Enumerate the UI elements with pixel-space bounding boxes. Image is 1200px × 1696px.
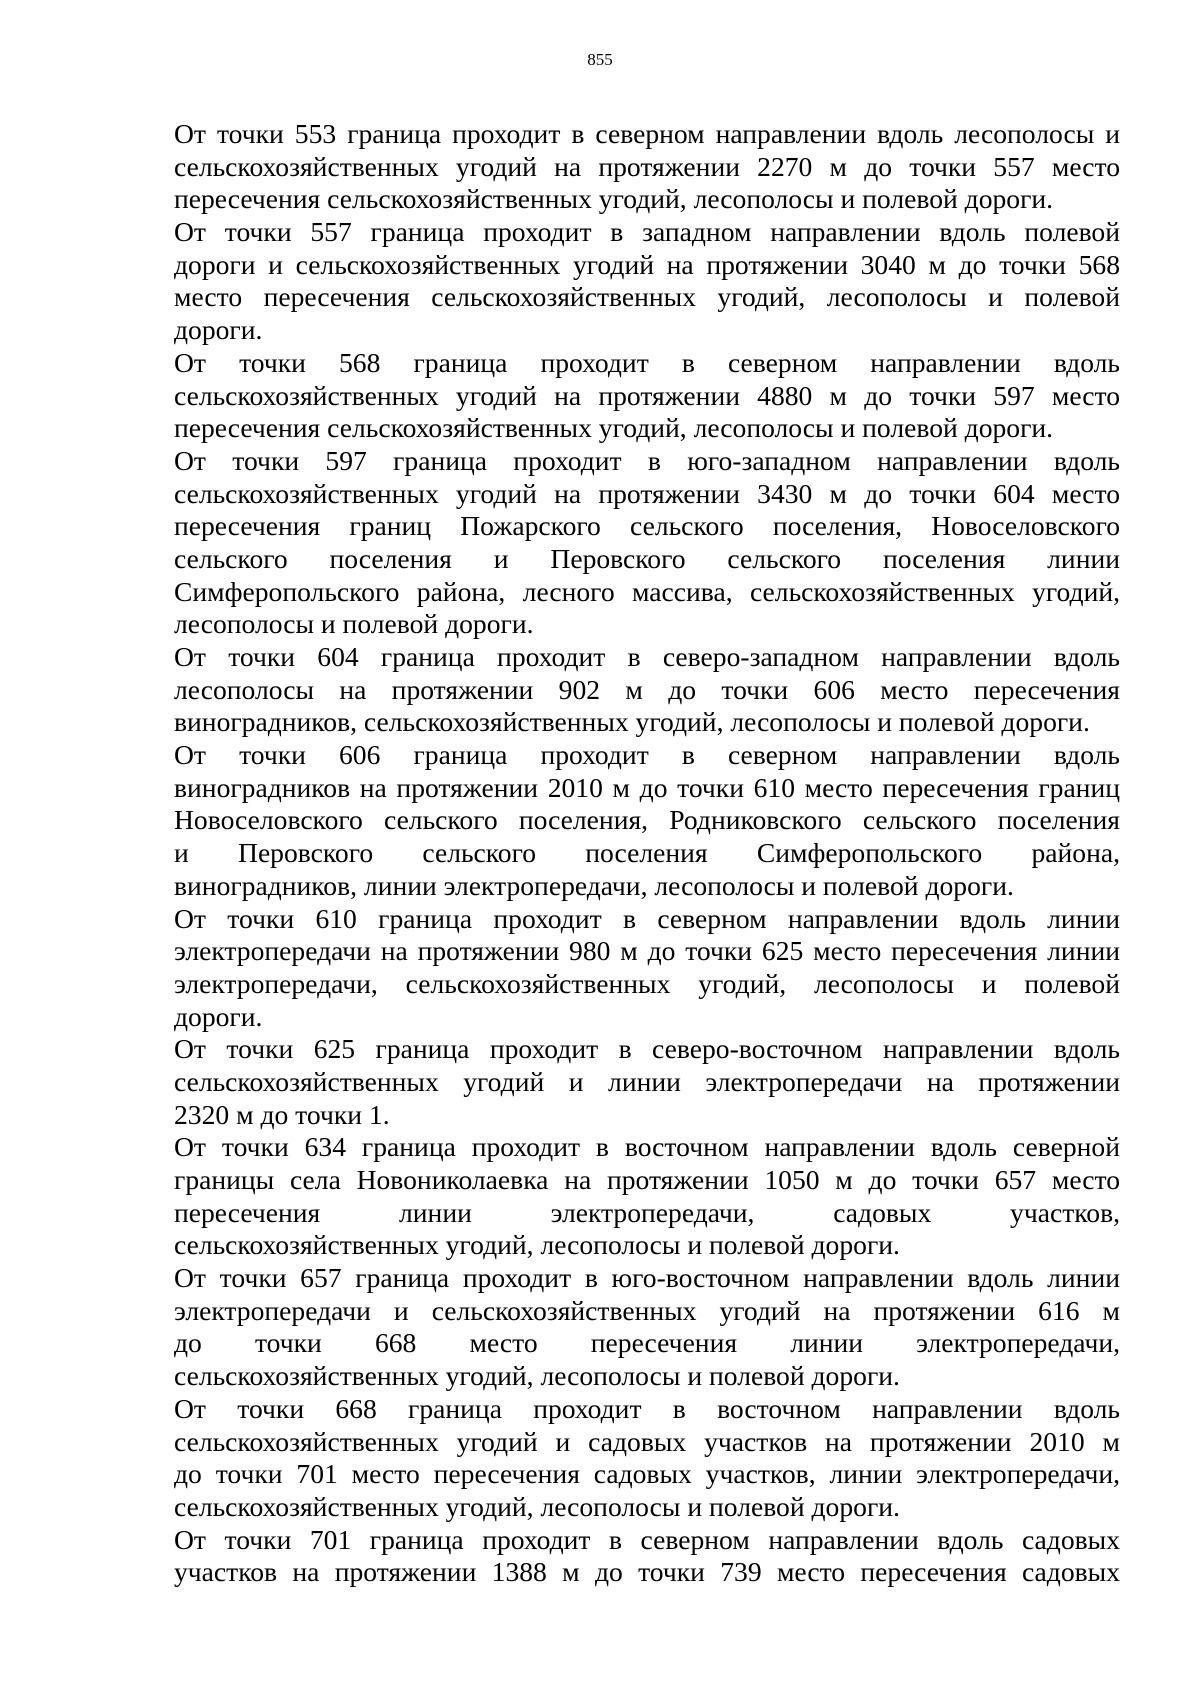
text-line: сельскохозяйственных угодий и садовых участков на протяжении 2010 м	[174, 1425, 1120, 1457]
text-line: сельскохозяйственных угодий, лесополосы и полевой дороги.	[174, 1229, 900, 1261]
paragraph	[174, 347, 1120, 445]
text-line: От точки 610 граница проходит в северном направлении вдоль линии	[174, 902, 1120, 934]
text-line: сельскохозяйственных угодий, лесополосы и полевой дороги.	[174, 1360, 900, 1392]
text-line: участков на протяжении 1388 м до точки 739 место пересечения садовых	[174, 1556, 1120, 1588]
text-line: сельского поселения и Перовского сельского поселения линии	[174, 542, 1120, 574]
text-line: Симферопольского района, лесного массива, сельскохозяйственных угодий,	[174, 575, 1120, 607]
text-line: электропередачи, сельскохозяйственных угодий, лесополосы и полевой	[174, 967, 1120, 999]
text-line: лесополосы на протяжении 902 м до точки 606 место пересечения	[174, 673, 1120, 705]
text-line: 2320 м до точки 1.	[174, 1098, 390, 1130]
paragraph	[174, 1393, 1120, 1524]
text-line: сельскохозяйственных угодий на протяжении 4880 м до точки 597 место	[174, 379, 1120, 411]
text-line: дороги и сельскохозяйственных угодий на протяжении 3040 м до точки 568	[174, 248, 1120, 280]
paragraph	[174, 739, 1120, 902]
text-line: место пересечения сельскохозяйственных угодий, лесополосы и полевой	[174, 281, 1120, 313]
paragraph	[174, 118, 1120, 216]
text-line: От точки 553 граница проходит в северном направлении вдоль лесополосы и	[174, 118, 1120, 149]
text-line: пересечения сельскохозяйственных угодий, лесополосы и полевой дороги.	[174, 412, 1054, 444]
text-line: и Перовского сельского поселения Симферопольского района,	[174, 837, 1120, 869]
text-line: электропередачи на протяжении 980 м до точки 625 место пересечения линии	[174, 935, 1120, 967]
paragraph	[174, 903, 1120, 1034]
text-line: виноградников, линии электропередачи, лесополосы и полевой дороги.	[174, 869, 1014, 901]
text-line: пересечения линии электропередачи, садовых участков,	[174, 1196, 1120, 1228]
text-line: виноградников на протяжении 2010 м до точки 610 место пересечения границ	[174, 771, 1120, 803]
text-line: до точки 701 место пересечения садовых участков, линии электропередачи,	[174, 1458, 1120, 1490]
text-line: сельскохозяйственных угодий и линии электропередачи на протяжении	[174, 1065, 1120, 1097]
paragraph	[174, 216, 1120, 347]
text-line: дороги.	[174, 1000, 263, 1032]
text-line: пересечения границ Пожарского сельского поселения, Новоселовского	[174, 510, 1120, 542]
text-line: дороги.	[174, 314, 263, 346]
paragraph	[174, 1262, 1120, 1393]
text-line: От точки 668 граница проходит в восточном направлении вдоль	[174, 1392, 1120, 1424]
text-line: От точки 597 граница проходит в юго-западном направлении вдоль	[174, 444, 1120, 476]
paragraph	[174, 1033, 1120, 1131]
paragraph	[174, 1524, 1120, 1589]
text-line: сельскохозяйственных угодий на протяжении 2270 м до точки 557 место	[174, 150, 1120, 182]
text-line: От точки 625 граница проходит в северо-восточном направлении вдоль	[174, 1033, 1120, 1065]
text-line: до точки 668 место пересечения линии электропередачи,	[174, 1327, 1120, 1359]
paragraph	[174, 1131, 1120, 1262]
text-line: От точки 568 граница проходит в северном направлении вдоль	[174, 346, 1120, 378]
text-line: сельскохозяйственных угодий на протяжении 3430 м до точки 604 место	[174, 477, 1120, 509]
page-number: 855	[587, 50, 613, 69]
text-line: От точки 557 граница проходит в западном направлении вдоль полевой	[174, 216, 1120, 248]
text-line: От точки 606 граница проходит в северном направлении вдоль	[174, 739, 1120, 771]
text-line: виноградников, сельскохозяйственных угодий, лесополосы и полевой дороги.	[174, 706, 1090, 738]
text-line: сельскохозяйственных угодий, лесополосы и полевой дороги.	[174, 1490, 900, 1522]
paragraph	[174, 445, 1120, 641]
text-line: От точки 657 граница проходит в юго-восточном направлении вдоль линии	[174, 1262, 1120, 1294]
text-line: пересечения сельскохозяйственных угодий, лесополосы и полевой дороги.	[174, 183, 1054, 215]
text-line: От точки 634 граница проходит в восточном направлении вдоль северной	[174, 1131, 1120, 1163]
text-line: Новоселовского сельского поселения, Родниковского сельского поселения	[174, 804, 1120, 836]
text-line: электропередачи и сельскохозяйственных угодий на протяжении 616 м	[174, 1294, 1120, 1326]
text-line: лесополосы и полевой дороги.	[174, 608, 534, 640]
text-line: границы села Новониколаевка на протяжении 1050 м до точки 657 место	[174, 1164, 1120, 1195]
paragraph	[174, 641, 1120, 739]
document-body	[174, 118, 1120, 1589]
text-line: От точки 701 граница проходит в северном направлении вдоль садовых	[174, 1523, 1120, 1555]
text-line: От точки 604 граница проходит в северо-западном направлении вдоль	[174, 641, 1120, 672]
